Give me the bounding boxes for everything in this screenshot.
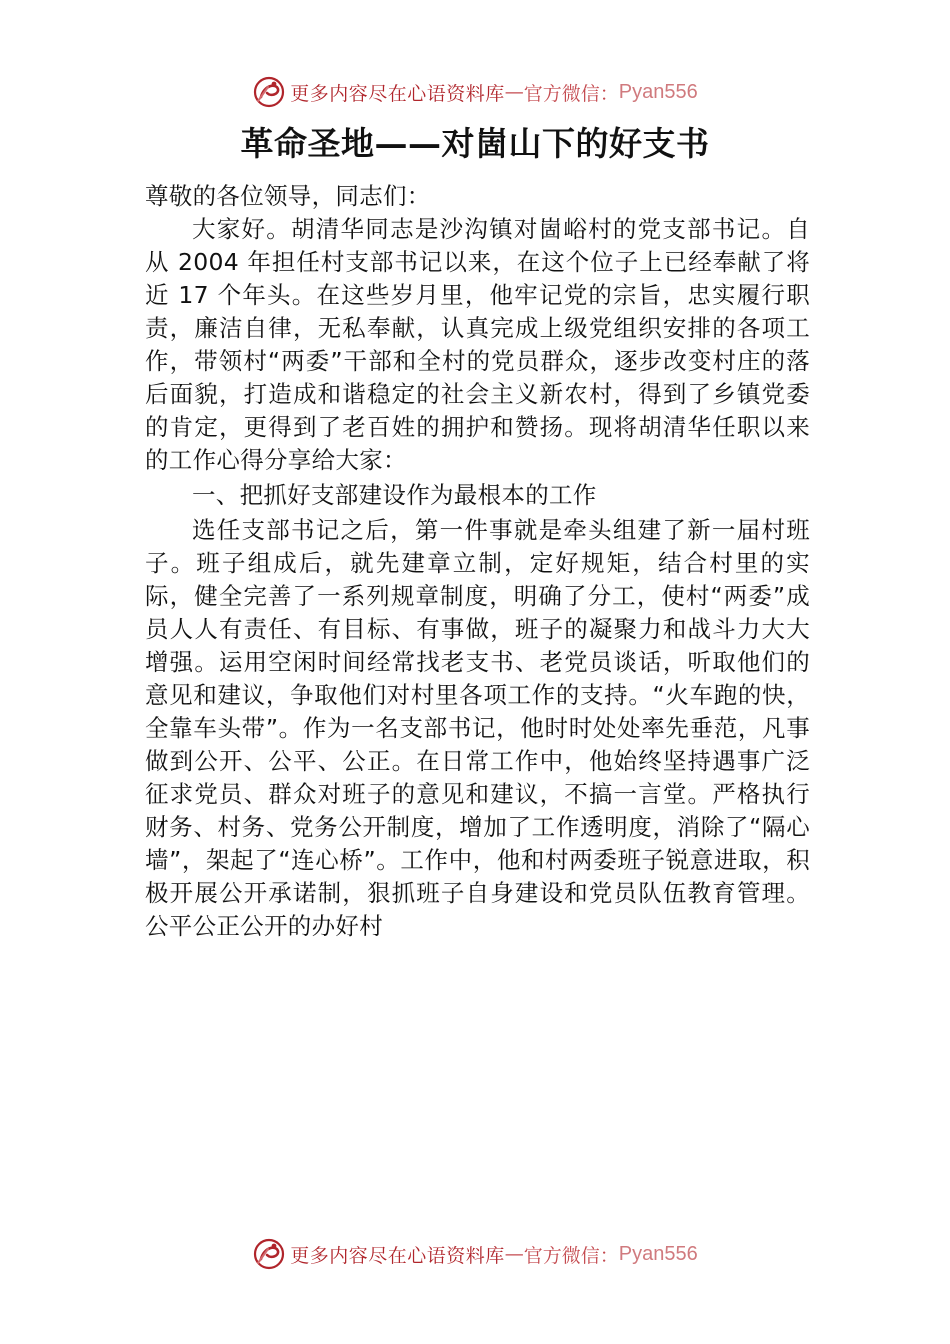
banner-wechat-id: Pyan556 [618, 80, 698, 103]
swirl-logo-icon [252, 75, 286, 109]
banner-text: 更多内容尽在心语资料库 [290, 82, 505, 105]
footer-watermark-banner [0, 1234, 950, 1274]
document-body [145, 180, 810, 943]
document-title: 革命圣地——对崮山下的好支书 [240, 124, 710, 163]
banner-wechat-label: 官方微信： [523, 1244, 619, 1267]
banner-separator: — [504, 1243, 524, 1265]
section-heading: 一、把抓好支部建设作为最根本的工作 [192, 481, 597, 509]
banner-separator: — [504, 81, 524, 103]
body-paragraph: 选任支部书记之后，第一件事就是牵头组建了新一届村班子。班子组成后，就先建章立制，定好规矩，结合村里的实际，健全完善了一系列规章制度，明确了分工，使村“两委”成员人人有责任、有目标、有事做，班子的凝聚力和战斗力大大增强。运用空闲时间经常找老支书、老党员谈话，听取他们的意见和建议，争取他们对村里各项工作的支持。“火车跑的快，全靠车头带”。作为一名支部书记，他时时处处率先垂范，凡事做到公开、公平、公正。在日常工作中，他始终坚持遇事广泛征求党员、群众对班子的意见和建议，不搞一言堂。严格执行财务、村务、党务公开制度，增加了工作透明度，消除了“隔心墙”，架起了“连心桥”。工作中，他和村两委班子锐意进取，积极开展公开承诺制，狠抓班子自身建设和党员队伍教育管理。公平公正公开的办好村 [145, 516, 810, 940]
swirl-logo-icon [252, 1237, 286, 1271]
body-paragraph: 大家好。胡清华同志是沙沟镇对崮峪村的党支部书记。自从 2004 年担任村支部书记以来，在这个位子上已经奉献了将近 17 个年头。在这些岁月里，他牢记党的宗旨，忠实履行职责，廉洁自律，无私奉献，认真完成上级党组织安排的各项工作，带领村“两委”干部和全村的党员群众，逐步改变村庄的落后面貌，打造成和谐稳定的社会主义新农村，得到了乡镇党委的肯定，更得到了老百姓的拥护和赞扬。现将胡清华任职以来的工作心得分享给大家： [145, 215, 810, 474]
header-watermark-banner [0, 72, 950, 112]
banner-text: 更多内容尽在心语资料库 [290, 1244, 505, 1267]
salutation: 尊敬的各位领导，同志们： [145, 182, 431, 210]
banner-wechat-label: 官方微信： [523, 82, 619, 105]
banner-wechat-id: Pyan556 [618, 1242, 698, 1265]
